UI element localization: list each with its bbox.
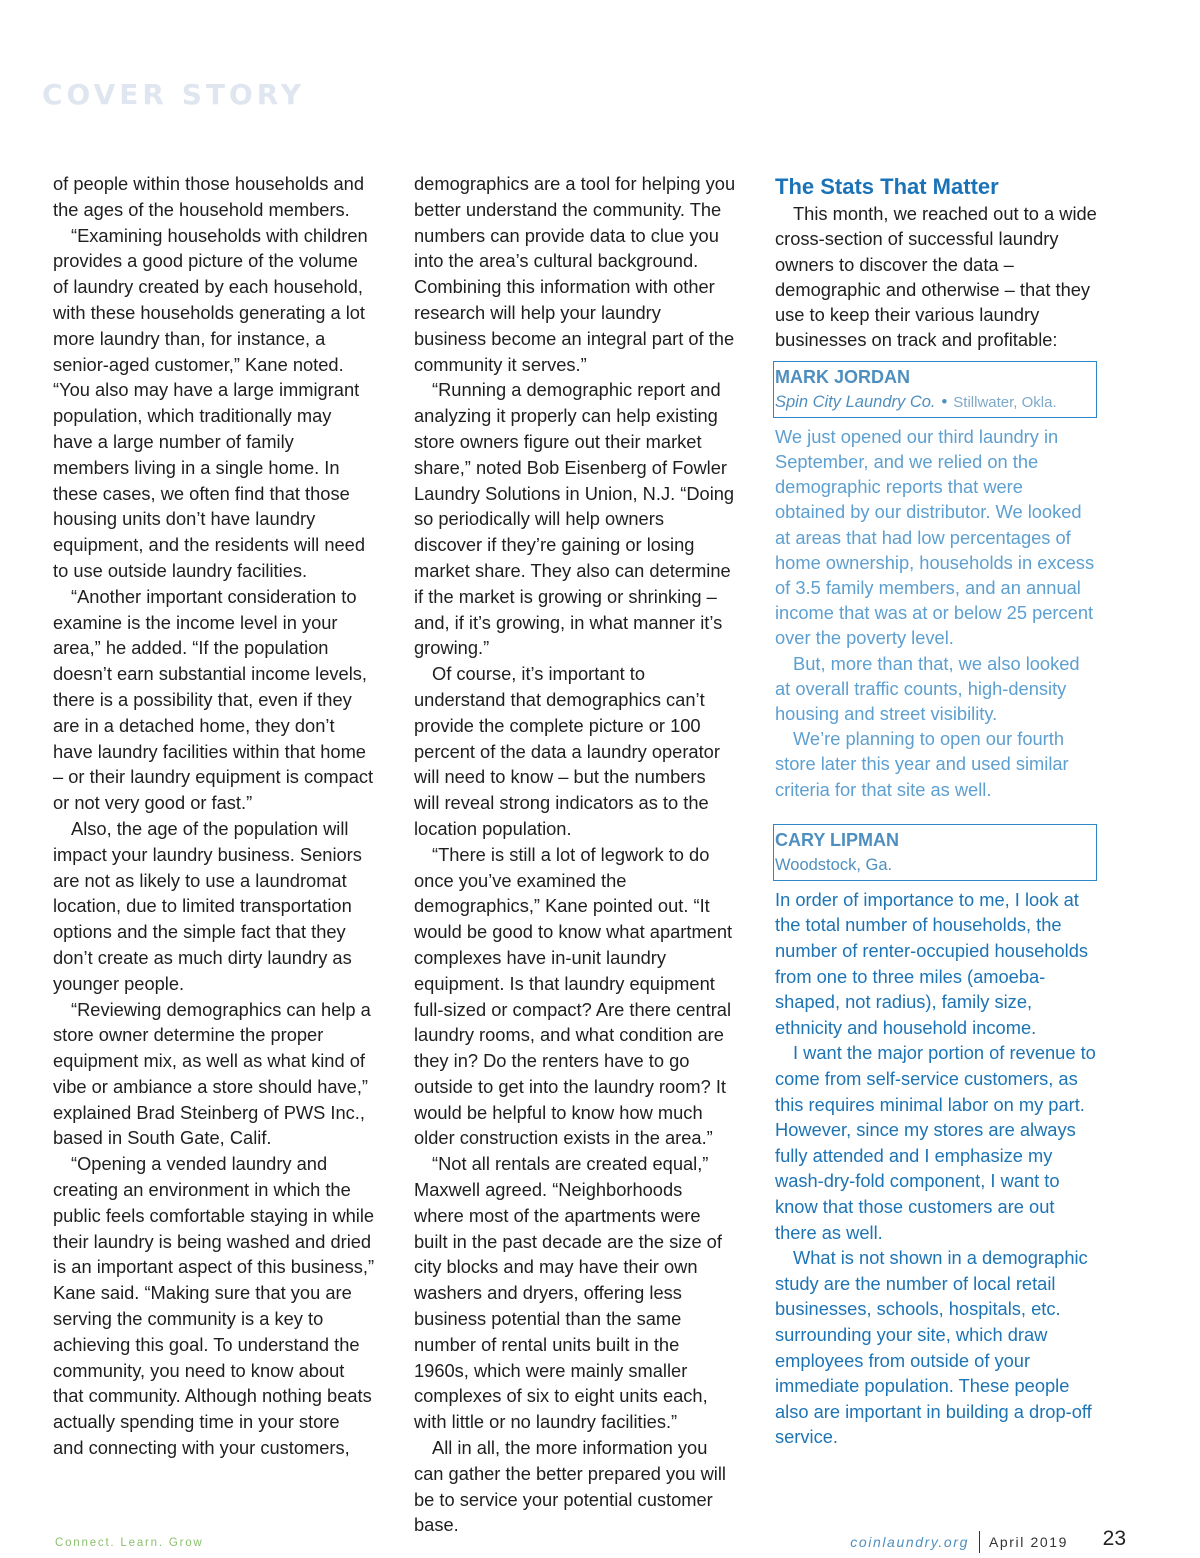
article-paragraph: All in all, the more information you can gather the better prepared you will be to service your potential customer base.	[414, 1437, 726, 1536]
profile-header-cary-lipman	[773, 824, 1097, 881]
article-paragraph: “Reviewing demographics can help a store owner determine the proper equipment mix, as well as what kind of vibe or ambiance a store should have,” explained Brad Steinberg of PWS Inc., based in South Gate, Calif.	[53, 998, 371, 1149]
sidebar-intro: This month, we reached out to a wide cross-section of successful laundry owners to discover the data – demographic and otherwise – that they use to keep their various laundry businesses on track and profitable:	[775, 203, 1097, 351]
profile-header-mark-jordan	[773, 361, 1097, 418]
article-paragraph: “Not all rentals are created equal,” Maxwell agreed. “Neighborhoods where most of the apartments were built in the past decade are the size of city blocks and may have their own washers and dryers, offering less business potential than the same number of rental units built in the 1960s, which were mainly smaller complexes of six to eight units each, with little or no laundry facilities.”	[414, 1153, 722, 1433]
quote-paragraph: We just opened our third laundry in September, and we relied on the demographic reports that were obtained by our distributor. We looked at areas that had low percentages of home ownership, households in excess of 3.5 family members, and an annual income that was at or below 25 percent over the poverty level.	[775, 425, 1095, 649]
article-paragraph: “Running a demographic report and analyzing it properly can help existing store owners figure out their market share,” noted Bob Eisenberg of Fowler Laundry Solutions in Union, N.J. “Doing so periodically will help owners discover if they’re gaining or losing market share. They also can determine if the market is growing or shrinking – and, if it’s growing, in what manner it’s growing.”	[414, 379, 735, 659]
article-paragraph: “Another important consideration to examine is the income level in your area,” he added. “If the population doesn’t earn substantial income levels, there is a possibility that, even if they are in a detached home, they don’t have laundry facilities within that home – or their laundry equipment is compact or not very good or fast.”	[53, 585, 374, 814]
profile-name: MARK JORDAN	[775, 366, 910, 387]
section-label: COVER STORY	[42, 78, 306, 111]
profile-name: CARY LIPMAN	[775, 829, 900, 850]
profile-location: Stillwater, Okla.	[953, 393, 1057, 411]
quote-paragraph: What is not shown in a demographic study are the number of local retail businesses, schools, hospitals, etc. surrounding your site, which draw employees from outside of your immediate population. These people also are important in building a drop-off service.	[775, 1247, 1092, 1448]
profile-business: Spin City Laundry Co.	[775, 392, 936, 411]
profile-quote-mark-jordan	[775, 424, 1097, 802]
article-paragraph: Of course, it’s important to understand that demographics can’t provide the complete picture or 100 percent of the data a laundry operator will need to know – but the numbers will reveal strong indicators as to the location population.	[414, 663, 720, 839]
footer-date: April 2019	[988, 1534, 1068, 1550]
bullet-separator: •	[941, 392, 948, 411]
quote-paragraph: I want the major portion of revenue to come from self-service customers, as this requires minimal labor on my part. However, since my stores are always fully attended and I emphasize my wash-dry-fold component, I want to know that those customers are out there as well.	[775, 1042, 1096, 1243]
article-paragraph: of people within those households and the ages of the household members.	[53, 173, 365, 220]
article-paragraph: demographics are a tool for helping you better understand the community. The numbers can provide data to clue you into the area’s cultural background. Combining this information with other research will help your laundry business become an integral part of the community it serves.”	[414, 173, 736, 375]
article-paragraph: “Opening a vended laundry and creating an environment in which the public feels comfortable staying in while their laundry is being washed and dried is an important aspect of this business,” Kane said. “Making sure that you are serving the community is a key to achieving this goal. To understand the community, you need to know about that community. Although nothing beats actually spending time in your store and connecting with your customers,	[53, 1153, 375, 1459]
article-paragraph: Also, the age of the population will impact your laundry business. Seniors are not as likely to use a laundromat location, due to limited transportation options and the simple fact that they don’t create as much dirty laundry as younger people.	[53, 817, 362, 994]
article-paragraph: “Examining households with children provides a good picture of the volume of laundry created by each household, with these households generating a lot more laundry than, for instance, a senior-aged customer,” Kane noted. “You also may have a large immigrant population, which traditionally may have a large number of family members living in a single home. In these cases, we often find that those housing units don’t have laundry equipment, and the residents will need to use outside laundry facilities.	[53, 224, 368, 581]
profile-quote-cary-lipman	[775, 887, 1097, 1450]
profile-location: Woodstock, Ga.	[775, 855, 893, 874]
sidebar	[775, 171, 1097, 1450]
article-paragraph: “There is still a lot of legwork to do once you’ve examined the demographics,” Kane pointed out. “It would be good to know what apartment complexes have in-unit laundry equipment. Is that laundry equipment full-sized or compact? Are there central laundry rooms, and what condition are they in? Do the renters have to go outside to get into the laundry room? It would be helpful to know how much older construction exists in the area.”	[414, 843, 733, 1149]
sidebar-title: The Stats That Matter	[775, 174, 999, 199]
quote-paragraph: In order of importance to me, I look at the total number of households, the number of renter-occupied households from one to three miles (amoeba-shaped, not radius), family size, ethnicity and household income.	[775, 888, 1089, 1038]
footer-divider	[979, 1531, 980, 1553]
quote-paragraph: But, more than that, we also looked at overall traffic counts, high-density housing and street visibility.	[775, 652, 1080, 725]
article-column-2	[414, 171, 736, 1538]
page-number: 23	[1102, 1527, 1126, 1550]
footer-tagline: Connect. Learn. Grow	[55, 1537, 204, 1549]
quote-paragraph: We’re planning to open our fourth store later this year and used similar criteria for that site as well.	[775, 728, 1069, 800]
footer-site-link[interactable]: coinlaundry.org	[850, 1534, 969, 1550]
footer-info	[850, 1531, 1068, 1553]
article-column-1	[53, 171, 375, 1461]
profile-business-line	[775, 390, 1096, 415]
